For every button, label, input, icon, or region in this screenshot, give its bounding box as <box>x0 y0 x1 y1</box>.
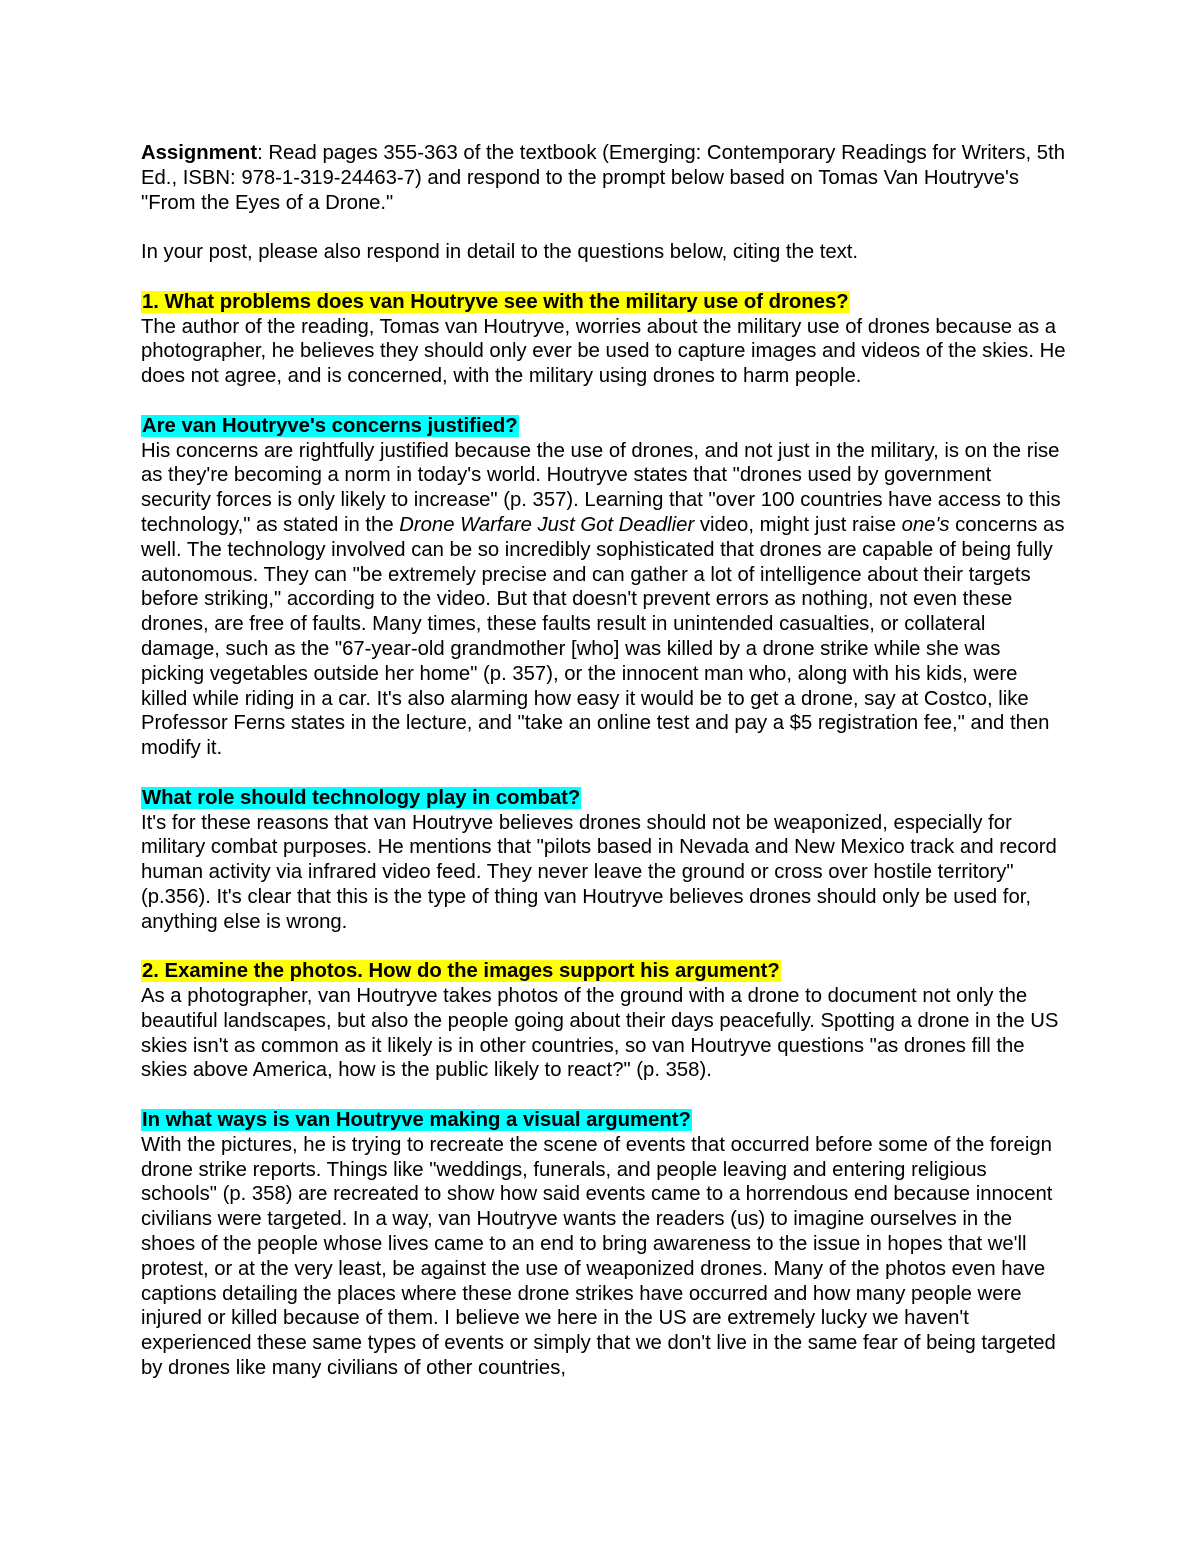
question-heading: 2. Examine the photos. How do the images support his argument? <box>142 960 780 983</box>
answer-text: The author of the reading, Tomas van Houtryve, worries about the military use of drones because as a photographer, he believes they should only ever be used to capture images and videos of the skies. He does not agree, and is concerned, with the military using drones to harm people. <box>141 315 1066 388</box>
question-heading: In what ways is van Houtryve making a visual argument? <box>142 1109 691 1132</box>
answer-text: It's for these reasons that van Houtryve believes drones should not be weaponized, especially for military combat purposes. He mentions that "pilots based in Nevada and New Mexico track and record human activity via infrared video feed. They never leave the ground or cross over hostile territory" (p.356). It's clear that this is the type of thing van Houtryve believes drones should only be used for, anything else is wrong. <box>141 811 1057 933</box>
document-page <box>141 141 1066 1406</box>
section-visual-argument <box>141 1108 1066 1381</box>
question-heading: 1. What problems does van Houtryve see with the military use of drones? <box>142 290 849 313</box>
answer-part: His concerns are rightfully justified because the use of drones, and not just in the military, is on the rise as they're becoming a norm in today's world. Houtryve states that "drones used by government security forces is only likely to increase" (p. 357). Learning that "over 100 countries have access to this technology," as stated in the <box>141 439 1061 536</box>
section-q2-photos <box>141 959 1066 1083</box>
assignment-label: Assignment <box>141 142 258 164</box>
answer-part: concerns as well. The technology involved can be so incredibly sophisticated that drones are capable of being fully autonomous. They can "be extremely precise and can gather a lot of intelligence about their targets before striking," according to the video. But that doesn't prevent errors as nothing, not even these drones, are free of faults. Many times, these faults result in unintended casualties, or collateral damage, such as the "67-year-old grandmother [who] was killed by a drone strike while she was picking vegetables outside her home" (p. 357), or the innocent man who, along with his kids, were killed while riding in a car. It's also alarming how easy it would be to get a drone, say at Costco, like Professor Ferns states in the lecture, and "take an online test and pay a $5 registration fee," and then modify it. <box>141 513 1065 760</box>
section-concerns-justified <box>141 414 1066 761</box>
section-technology-combat <box>141 786 1066 935</box>
emphasis-text: one's <box>901 513 950 536</box>
answer-text <box>141 439 1066 761</box>
video-title: Drone Warfare Just Got Deadlier <box>399 513 695 536</box>
answer-text: As a photographer, van Houtryve takes photos of the ground with a drone to document not only the beautiful landscapes, but also the people going about their days peacefully. Spotting a drone in the US skies isn't as common as it likely is in other countries, so van Houtryve questions "as drones fill the skies above America, how is the public likely to react?" (p. 358). <box>141 985 1059 1082</box>
assignment-paragraph <box>141 141 1066 215</box>
question-heading: Are van Houtryve's concerns justified? <box>142 414 518 437</box>
assignment-text: : Read pages 355-363 of the textbook (Emerging: Contemporary Readings for Writers, 5th Ed., ISBN: 978-1-319-24463-7) and respond to the prompt below based on Tomas Van Houtryve's "From the Eyes of a Drone." <box>141 142 1066 214</box>
question-heading: What role should technology play in combat? <box>142 786 581 809</box>
answer-text: With the pictures, he is trying to recreate the scene of events that occurred before some of the foreign drone strike reports. Things like "weddings, funerals, and people leaving and entering religious schools" (p. 358) are recreated to show how said events came to a horrendous end because innocent civilians were targeted. In a way, van Houtryve wants the readers (us) to imagine ourselves in the shoes of the people whose lives came to an end to bring awareness to the issue in hopes that we'll protest, or at the very least, be against the use of weaponized drones. Many of the photos even have captions detailing the places where these drone strikes have occurred and how many people were injured or killed because of them. I believe we here in the US are extremely lucky we haven't experienced these same types of events or simply that we don't live in the same fear of being targeted by drones like many civilians of other countries, <box>141 1133 1056 1380</box>
answer-part: video, might just raise <box>694 513 902 536</box>
section-q1-problems <box>141 290 1066 389</box>
instruction-paragraph: In your post, please also respond in detail to the questions below, citing the text. <box>141 241 859 264</box>
